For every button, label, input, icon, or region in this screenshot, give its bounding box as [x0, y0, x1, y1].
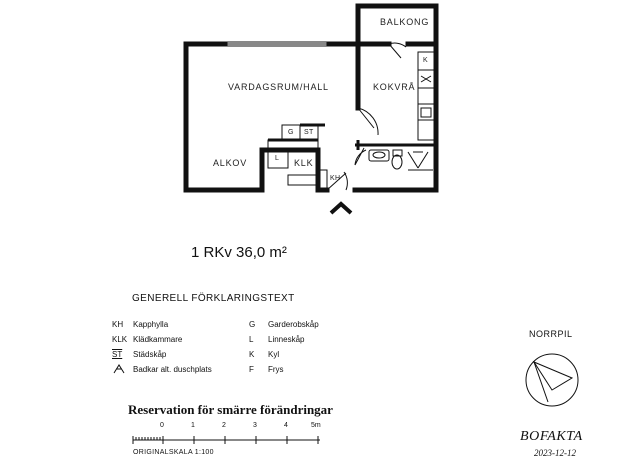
legend-code: ST — [112, 350, 123, 359]
window-living — [225, 42, 329, 46]
legend-code: L — [249, 335, 254, 344]
legend-code: KLK — [112, 335, 128, 344]
scale-tick-label: 0 — [160, 422, 164, 429]
scale-caption: ORIGINALSKALA 1:100 — [133, 449, 214, 456]
legend-code: F — [249, 365, 254, 374]
room-label-alcove: ALKOV — [213, 158, 248, 168]
room-label-walkin: KLK — [294, 158, 314, 168]
brand-name: BOFAKTA — [520, 429, 583, 444]
scale-tick-label: 1 — [191, 422, 195, 429]
scale-tick-label: 4 — [284, 422, 288, 429]
legend-title: GENERELL FÖRKLARINGSTEXT — [132, 293, 295, 304]
scale-tick-label: 5m — [311, 422, 321, 429]
kitchen-counter — [418, 52, 434, 140]
apartment-summary: 1 RKv 36,0 m² — [191, 244, 287, 261]
room-label-balcony: BALKONG — [380, 17, 430, 27]
legend-text: Frys — [268, 365, 284, 374]
legend-code: KH — [112, 320, 124, 329]
reservation-note: Reservation för smärre förändringar — [128, 402, 333, 417]
room-label-kitchen: KOKVRÅ — [373, 82, 416, 92]
legend-code: G — [249, 320, 256, 329]
legend-text: Kapphylla — [133, 320, 169, 329]
fixture-label-fridge: K — [423, 57, 428, 64]
legend-text: Badkar alt. duschplats — [133, 365, 212, 374]
room-label-living: VARDAGSRUM/HALL — [228, 82, 329, 92]
scale-bar — [128, 430, 328, 450]
balcony-door — [389, 43, 406, 58]
cabinet-label-linen: L — [275, 155, 280, 162]
bathroom-fixtures — [369, 150, 433, 170]
cabinet-label-wardrobe: G — [288, 129, 294, 136]
legend-text: Städskåp — [133, 350, 167, 359]
shower-icon — [113, 364, 125, 374]
compass-icon — [522, 350, 582, 410]
legend-text: Garderobskåp — [268, 320, 319, 329]
entrance-arrow — [331, 204, 351, 213]
legend-code: K — [249, 350, 255, 359]
fixture-label-coatrack: KH — [330, 175, 341, 182]
legend-text: Kyl — [268, 350, 280, 359]
kitchen-door — [358, 108, 378, 135]
legend-text: Klädkammare — [133, 335, 183, 344]
legend-text: Linneskåp — [268, 335, 305, 344]
north-arrow-label: NORRPIL — [529, 329, 573, 339]
scale-tick-label: 2 — [222, 422, 226, 429]
cabinet-label-cleaning: ST — [304, 129, 314, 136]
scale-tick-label: 3 — [253, 422, 257, 429]
brand-date: 2023-12-12 — [534, 448, 576, 458]
bathroom-door — [355, 148, 366, 165]
